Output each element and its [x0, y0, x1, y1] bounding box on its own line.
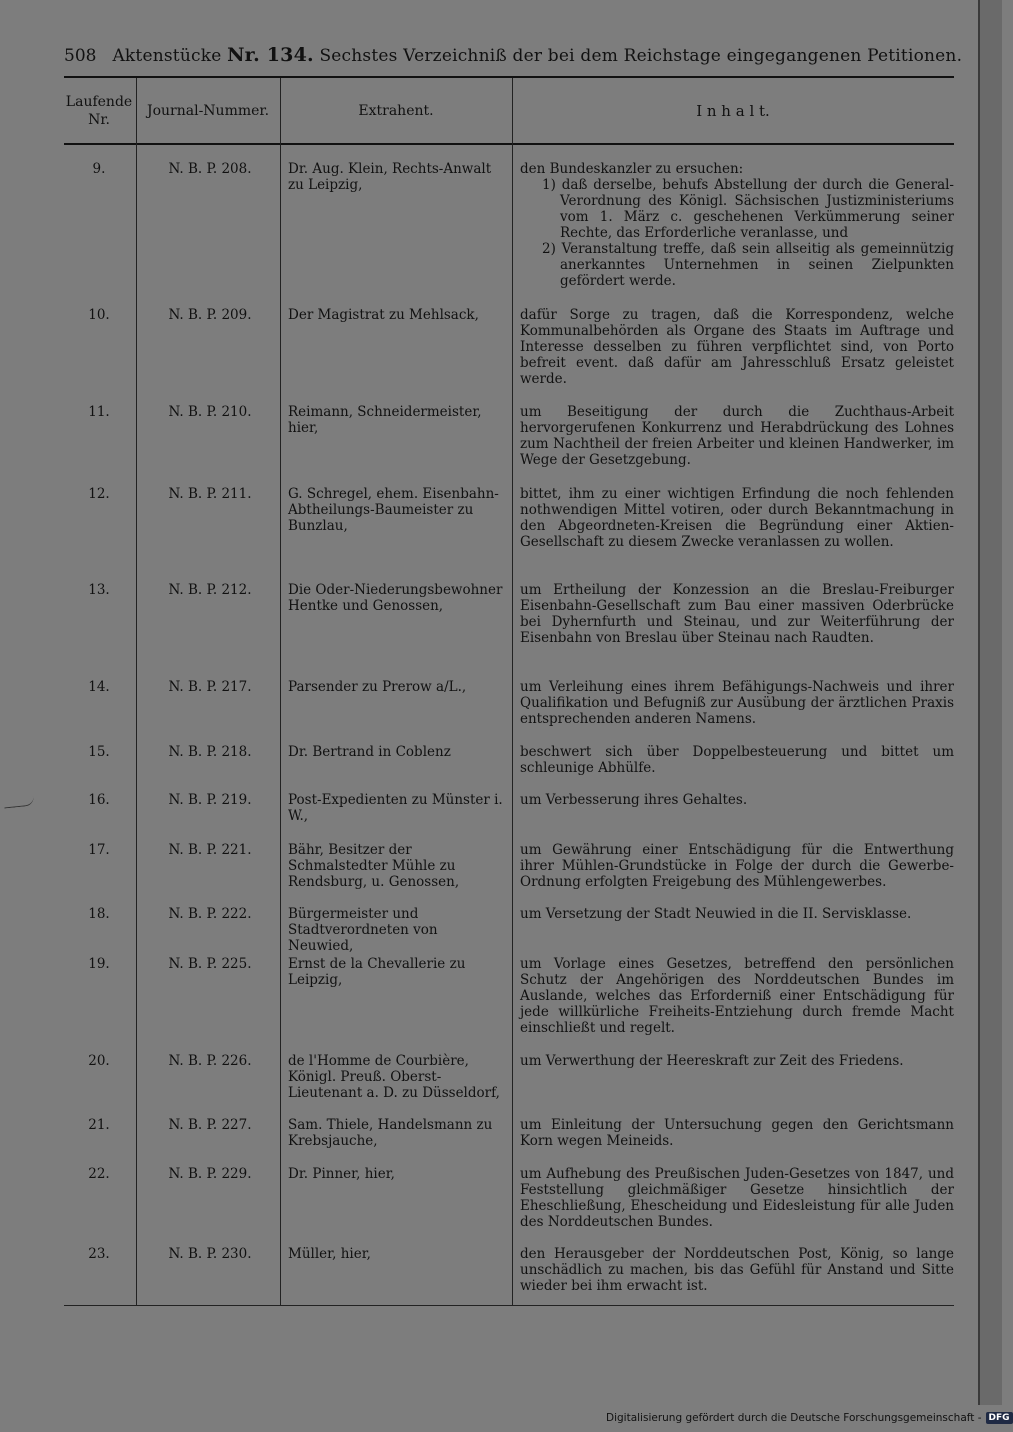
petitioner: Der Magistrat zu Mehlsack, [288, 307, 479, 323]
row-number: 18. [88, 906, 110, 922]
column-header-laufende: Laufende Nr. [65, 94, 133, 128]
table-bottom-rule [64, 1305, 954, 1306]
journal-number: N. B. P. 221. [168, 842, 252, 858]
journal-number: N. B. P. 212. [168, 582, 252, 598]
row-number: 9. [92, 161, 106, 177]
journal-number: N. B. P. 209. [168, 307, 252, 323]
petitioner: Ernst de la Chevallerie zu Leipzig, [288, 956, 466, 988]
row-number: 20. [88, 1053, 110, 1069]
page-number: 508 [64, 46, 97, 66]
footer-text: Digitalisierung gefördert durch die Deutsche Forschungsgemeinschaft - [606, 1412, 982, 1424]
row-number: 21. [88, 1117, 110, 1133]
row-number: 10. [88, 307, 110, 323]
petition-content: um Einleitung der Untersuchung gegen den Gerichtsmann Korn wegen Meineids. [520, 1117, 954, 1149]
petition-content: um Vorlage eines Gesetzes, betreffend den persönlichen Schutz der Angehörigen des Norddeutschen Bundes im Auslande, welches das Erforderniß einer Entschädigung für jede willkürliche Freiheits-Entziehung durch fremde Macht einschließt und regelt. [520, 956, 954, 1036]
journal-number: N. B. P. 218. [168, 744, 252, 760]
petitioner: Parsender zu Prerow a/L., [288, 679, 467, 695]
petitioner: Die Oder-Niederungsbewohner Hentke und Genossen, [288, 582, 503, 614]
petition-content: um Ertheilung der Konzession an die Breslau-Freiburger Eisenbahn-Gesellschaft zum Bau einer massiven Oderbrücke bei Dyhernfurth und Steinau, und zur Weiterführung der Eisenbahn von Breslau über Steinau nach Raudten. [520, 582, 954, 646]
row-number: 11. [88, 404, 110, 420]
petition-content: dafür Sorge zu tragen, daß die Korrespondenz, welche Kommunalbehörden als Organe des Staats im Auftrage und Interesse desselben zu führen verpflichtet sind, von Porto befreit event. daß dafür am Jahresschluß Ersatz geleistet werde. [520, 307, 954, 387]
journal-number: N. B. P. 211. [168, 486, 252, 502]
petitioner: Sam. Thiele, Handelsmann zu Krebsjauche, [288, 1117, 493, 1149]
title-prefix: Aktenstücke [112, 46, 222, 66]
petitioner: de l'Homme de Courbière, Königl. Preuß. Oberst-Lieutenant a. D. zu Düsseldorf, [288, 1053, 500, 1101]
journal-number: N. B. P. 225. [168, 956, 252, 972]
petition-content: um Verbesserung ihres Gehaltes. [520, 792, 748, 808]
petition-content: um Versetzung der Stadt Neuwied in die II. Servisklasse. [520, 906, 912, 922]
row-number: 22. [88, 1166, 110, 1182]
petition-content: bittet, ihm zu einer wichtigen Erfindung die noch fehlenden nothwendigen Mittel votiren, oder durch Bekanntmachung in den Abgeordneten-Kreisen die Begründung einer Aktien-Gesellschaft zu diesem Zwecke veranlassen zu wollen. [520, 486, 954, 550]
petition-content: um Aufhebung des Preußischen Juden-Gesetzes von 1847, und Feststellung gleichmäßiger Gesetze hinsichtlich der Eheschließung, Ehescheidung und Eidesleistung für alle Juden des Norddeutschen Bundes. [520, 1166, 954, 1230]
page-header [64, 44, 964, 74]
petition-content: um Verleihung eines ihrem Befähigungs-Nachweis und ihrer Qualifikation und Befugniß zur Ausübung der ärztlichen Praxis entsprechenden anderen Namens. [520, 679, 954, 727]
petitioner: Bürgermeister und Stadtverordneten von Neuwied, [288, 906, 438, 954]
petitioner: G. Schregel, ehem. Eisenbahn-Abtheilungs-Baumeister zu Bunzlau, [288, 486, 499, 534]
petition-content: beschwert sich über Doppelbesteuerung und bittet um schleunige Abhülfe. [520, 744, 954, 776]
scan-edge [978, 0, 1002, 1405]
petition-content: den Herausgeber der Norddeutschen Post, König, so lange unschädlich zu machen, bis das Gefühl für Anstand und Sitte wieder bei ihm erwacht ist. [520, 1246, 954, 1294]
petition-content: um Gewährung einer Entschädigung für die Entwerthung ihrer Mühlen-Grundstücke in Folge der durch die Gewerbe-Ordnung erfolgten Freigebung des Mühlengewerbes. [520, 842, 954, 890]
row-number: 23. [88, 1246, 110, 1262]
petition-intro: den Bundeskanzler zu ersuchen: [520, 161, 744, 177]
column-header-rule [64, 143, 954, 145]
petition-content: um Beseitigung der durch die Zuchthaus-Arbeit hervorgerufenen Konkurrenz und Herabdrückung des Lohnes zum Nachtheil der freien Arbeiter und kleinen Handwerker, im Wege der Gesetzgebung. [520, 404, 954, 468]
column-divider [280, 78, 281, 1306]
column-divider [136, 78, 137, 1306]
journal-number: N. B. P. 219. [168, 792, 252, 808]
header-rule [64, 76, 954, 78]
journal-number: N. B. P. 227. [168, 1117, 252, 1133]
petition-content: um Verwerthung der Heereskraft zur Zeit des Friedens. [520, 1053, 904, 1069]
journal-number: N. B. P. 217. [168, 679, 252, 695]
dfg-logo: DFG [986, 1412, 1013, 1424]
petition-item: 2) Veranstaltung treffe, daß sein allseitig als gemeinnützig anerkanntes Unternehmen in seinen Zielpunkten gefördert werde. [542, 241, 954, 289]
row-number: 12. [88, 486, 110, 502]
margin-pencil-mark [4, 796, 35, 808]
petitioner: Reimann, Schneidermeister, hier, [288, 404, 482, 436]
title-rest: Sechstes Verzeichniß der bei dem Reichstage eingegangenen Petitionen. [319, 46, 963, 66]
column-header-journal: Journal-Nummer. [146, 103, 270, 119]
footer [606, 1412, 1010, 1424]
journal-number: N. B. P. 226. [168, 1053, 252, 1069]
journal-number: N. B. P. 208. [168, 161, 252, 177]
journal-number: N. B. P. 210. [168, 404, 252, 420]
row-number: 16. [88, 792, 110, 808]
petitioner: Post-Expedienten zu Münster i. W., [288, 792, 503, 824]
page-title [112, 44, 962, 66]
column-header-inhalt: I n h a l t. [696, 102, 770, 120]
petitioner: Dr. Bertrand in Coblenz [288, 744, 451, 760]
row-number: 17. [88, 842, 110, 858]
column-header-extrahent: Extrahent. [358, 103, 434, 119]
petitioner: Müller, hier, [288, 1246, 371, 1262]
journal-number: N. B. P. 230. [168, 1246, 252, 1262]
petitioner: Dr. Aug. Klein, Rechts-Anwalt zu Leipzig, [288, 161, 492, 193]
petition-content [520, 161, 954, 289]
row-number: 13. [88, 582, 110, 598]
journal-number: N. B. P. 222. [168, 906, 252, 922]
column-divider [512, 78, 513, 1306]
petitioner: Dr. Pinner, hier, [288, 1166, 395, 1182]
row-number: 15. [88, 744, 110, 760]
petitioner: Bähr, Besitzer der Schmalstedter Mühle zu Rendsburg, u. Genossen, [288, 842, 460, 890]
title-nr: Nr. 134. [227, 44, 314, 66]
row-number: 14. [88, 679, 110, 695]
journal-number: N. B. P. 229. [168, 1166, 252, 1182]
petition-item: 1) daß derselbe, behufs Abstellung der durch die General-Verordnung des Königl. Sächsischen Justizministeriums vom 1. März c. geschehenen Verkümmerung seiner Rechte, das Erforderliche veranlasse, und [542, 177, 954, 241]
row-number: 19. [88, 956, 110, 972]
